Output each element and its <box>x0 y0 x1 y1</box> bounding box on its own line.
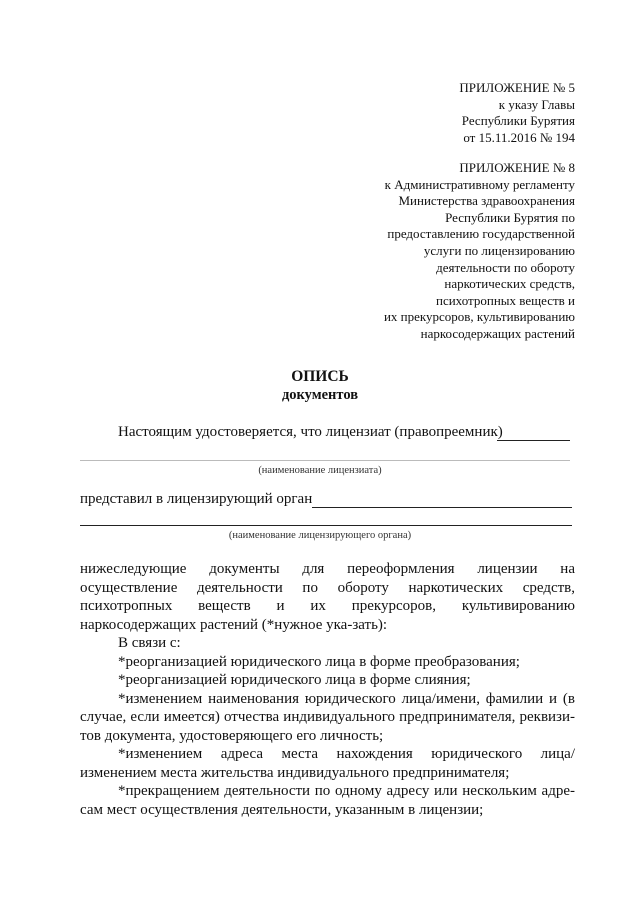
appendix-5-number: ПРИЛОЖЕНИЕ № 5 <box>459 80 575 95</box>
appendix-8-line: Министерства здравоохранения <box>398 193 575 209</box>
appendix-5-region: Республики Бурятия <box>461 113 575 129</box>
appendix-8-line: ПРИЛОЖЕНИЕ № 8 <box>459 160 575 175</box>
authority-caption: (наименование лицензирующего органа) <box>228 530 412 541</box>
document-title: ОПИСЬ <box>291 368 349 385</box>
list-item: *реорганизацией юридического лица в форме преобразования; <box>118 653 520 670</box>
appendix-5-ref: к указу Главы <box>498 96 575 112</box>
list-item: *реорганизацией юридического лица в форме слияния; <box>118 672 471 688</box>
certify-text: Настоящим удостоверяется, что лицензиат (правопреемник) <box>118 424 503 440</box>
intro-paragraph: нижеследующие документы для переоформления лицензии на осуществление деятельности по обороту наркотических средств, психотропных веществ и их прекурсоров, культивированию наркосодержащих растений (*нужное ука-зать): <box>80 561 575 633</box>
licensee-blank-line[interactable] <box>80 460 570 461</box>
appendix-8-line: к Административному регламенту <box>384 176 575 192</box>
document-subtitle: документов <box>281 387 359 403</box>
appendix-5-date: от 15.11.2016 № 194 <box>463 129 575 145</box>
appendix-8-line: психотропных веществ и <box>436 292 575 308</box>
list-item: *изменением адреса места нахождения юридического лица/изменением места жительства индивидуального предпринимателя; <box>80 746 575 781</box>
in-connection-label: В связи с: <box>118 635 181 651</box>
licensee-caption: (наименование лицензиата) <box>258 465 382 476</box>
appendix-8-line: наркосодержащих растений <box>420 325 575 341</box>
appendix-5-header <box>325 80 575 146</box>
appendix-8-header <box>325 160 575 343</box>
appendix-8-line: предоставлению государственной <box>387 226 575 242</box>
list-item: *изменением наименования юридического лица/имени, фамилии и (в случае, если имеется) отчества индивидуального предпринимателя, реквизи-тов документа, удостоверяющего его личность; <box>80 690 575 744</box>
appendix-8-line: наркотических средств, <box>444 276 575 292</box>
appendix-8-line: их прекурсоров, культивированию <box>383 309 575 325</box>
authority-blank-line[interactable] <box>80 525 572 526</box>
licensee-blank-short[interactable] <box>497 440 570 441</box>
appendix-8-line: Республики Бурятия по <box>445 209 575 225</box>
submitted-text: представил в лицензирующий орган <box>80 491 313 507</box>
appendix-8-line: услуги по лицензированию <box>423 242 575 258</box>
list-item: *прекращением деятельности по одному адресу или нескольким адре-сам мест осуществления деятельности, указанным в лицензии; <box>80 783 575 818</box>
appendix-8-line: деятельности по обороту <box>436 259 575 275</box>
authority-blank-short[interactable] <box>312 507 572 508</box>
document-body <box>80 560 575 819</box>
